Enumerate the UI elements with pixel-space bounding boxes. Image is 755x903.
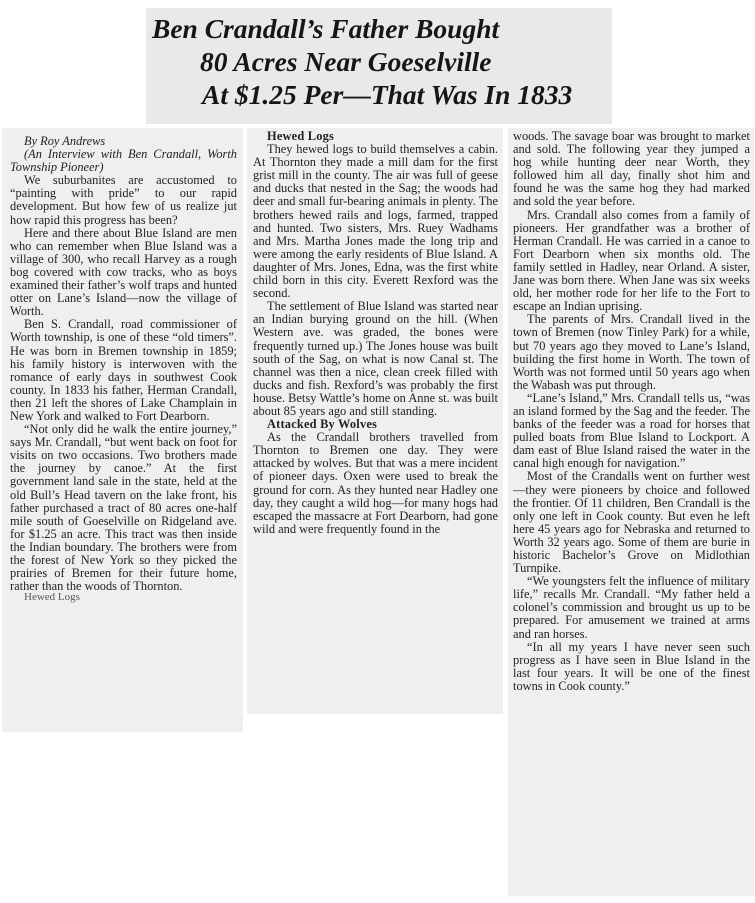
article-column-2 xyxy=(247,128,503,714)
subhead: Attacked By Wolves xyxy=(267,417,378,432)
headline-line: Ben Crandall’s Father Bought xyxy=(152,13,500,44)
paragraph: Ben S. Crandall, road commissioner of Worth township, is one of these “old timers”. He was born in Bremen township in 1859; his family history is interwoven with the romance of early days in southwest Cook county. In 1833 his father, Herman Crandall, then 21 left the shores of Lake Champlain in New York and walked to Fort Dearborn. xyxy=(10,317,237,423)
byline: By Roy Andrews xyxy=(24,134,106,148)
paragraph: “In all my years I have never seen such progress as I have seen in Blue Island in the last four years. It will be one of the finest towns in Cook county.” xyxy=(513,639,750,693)
paragraph: Most of the Crandalls went on further west—they were pioneers by choice and followed the frontier. Of 11 children, Ben Crandall is the only one left in Cook county. But even he left here 45 years ago for Nebraska and returned to Worth 32 years ago. Some of them are burie in historic Bachelor’s Grove on Midlothian Turnpike. xyxy=(513,469,750,576)
paragraph: The parents of Mrs. Crandall lived in the town of Bremen (now Tinley Park) for a while, but 70 years ago they moved to Lane’s Island, building the first home in Worth. The town of Worth was not formed until 50 years ago when the Wabash was put through. xyxy=(513,312,750,392)
cut-off-subhead: Hewed Logs xyxy=(24,591,80,604)
paragraph: We suburbanites are accustomed to “painting with pride” to our rapid development. But how few of us realize jut how rapid this progress has been? xyxy=(10,173,237,227)
article-column-3 xyxy=(508,128,754,896)
article-column-1 xyxy=(2,128,243,732)
headline-line: 80 Acres Near Goeselville xyxy=(200,46,492,77)
headline xyxy=(152,12,612,111)
headline-line: At $1.25 Per—That Was In 1833 xyxy=(202,79,573,110)
paragraph: Mrs. Crandall also comes from a family of pioneers. Her grandfather was a brother of Herman Crandall. He was carried in a canoe to Fort Dearborn when six months old. The family settled in Hadley, near Orland. A sister, Jane was born there. When Jane was six weeks old, her mother rode for her life to the Fort to escape an Indian uprising. xyxy=(513,207,750,314)
paragraph: As the Crandall brothers travelled from Thornton to Bremen one day. They were attacked by wolves. But that was a mere incident of pioneer days. Oxen were used to break the ground for corn. As they hunted near Hadley one day, they caught a wild hog—for many hogs had escaped the massacre at Fort Dearborn, had gone wild and were frequently found in the xyxy=(253,430,498,536)
paragraph: woods. The savage boar was brought to market and sold. The following year they jumped a hog while hunting deer near Worth, they followed him all day, finally shot him and found he was the same hog they had marked and sold the year before. xyxy=(513,129,750,209)
paragraph: They hewed logs to build themselves a cabin. At Thornton they made a mill dam for the first grist mill in the county. The air was full of geese and ducks that nested in the Sag; the woods had deer and small fur-bearing animals in plenty. The brothers hewed rails and logs, farmed, trapped and hunted. Two sisters, Mrs. Ruey Wadhams and Mrs. Martha Jones made the long trip and were among the early residents of Blue Island. A daughter of Mrs. Jones, Edna, was the first white child born in this city. Everett Rexford was the second. xyxy=(253,142,498,301)
paragraph: “Not only did he walk the entire journey,” says Mr. Crandall, “but went back on foot for visits on two occasions. Two brothers made the journey by canoe.” At the first government land sale in the state, held at the old Bull’s Head tavern on the lake front, his father purchased a tract of 80 acres one-half mile south of Goeselville on Ridgeland ave. for $1.25 an acre. This tract was then inside the Indian boundary. The brothers were from the forest of New York so they picked the prairies of Bremen for their future home, rather than the woods of Thornton. xyxy=(10,422,237,594)
interview-note: (An Interview with Ben Crandall, Worth Township Pioneer) xyxy=(10,147,237,175)
subhead: Hewed Logs xyxy=(267,129,335,143)
paragraph: The settlement of Blue Island was started near an Indian burying ground on the hill. (When Western ave. was graded, the bones were frequently turned up.) The Jones house was built south of the Sag, on what is now Canal st. The channel was then a nice, clean creek filled with ducks and fish. Rexford’s was probably the first house. Betsy Wattle’s home on Anne st. was built about 85 years ago and still standing. xyxy=(253,299,498,418)
paragraph: “Lane’s Island,” Mrs. Crandall tells us, “was an island formed by the Sag and the feeder. The banks of the feeder was a road for horses that pulled boats from Blue Island to Lockport. A dam east of Blue Island raised the water in the canal high enough for navigation.” xyxy=(513,390,750,471)
paragraph: “We youngsters felt the influence of military life,” recalls Mr. Crandall. “My father held a colonel’s commission and brought us up to be prepared. For amusement we trained at arms and ran horses. xyxy=(513,574,750,641)
paragraph: Here and there about Blue Island are men who can remember when Blue Island was a village of 300, who recall Harvey as a rough bog covered with cow tracks, who as boys examined their father’s wolf traps and hunted otter on Lane’s Island—now the village of Worth. xyxy=(10,225,237,319)
